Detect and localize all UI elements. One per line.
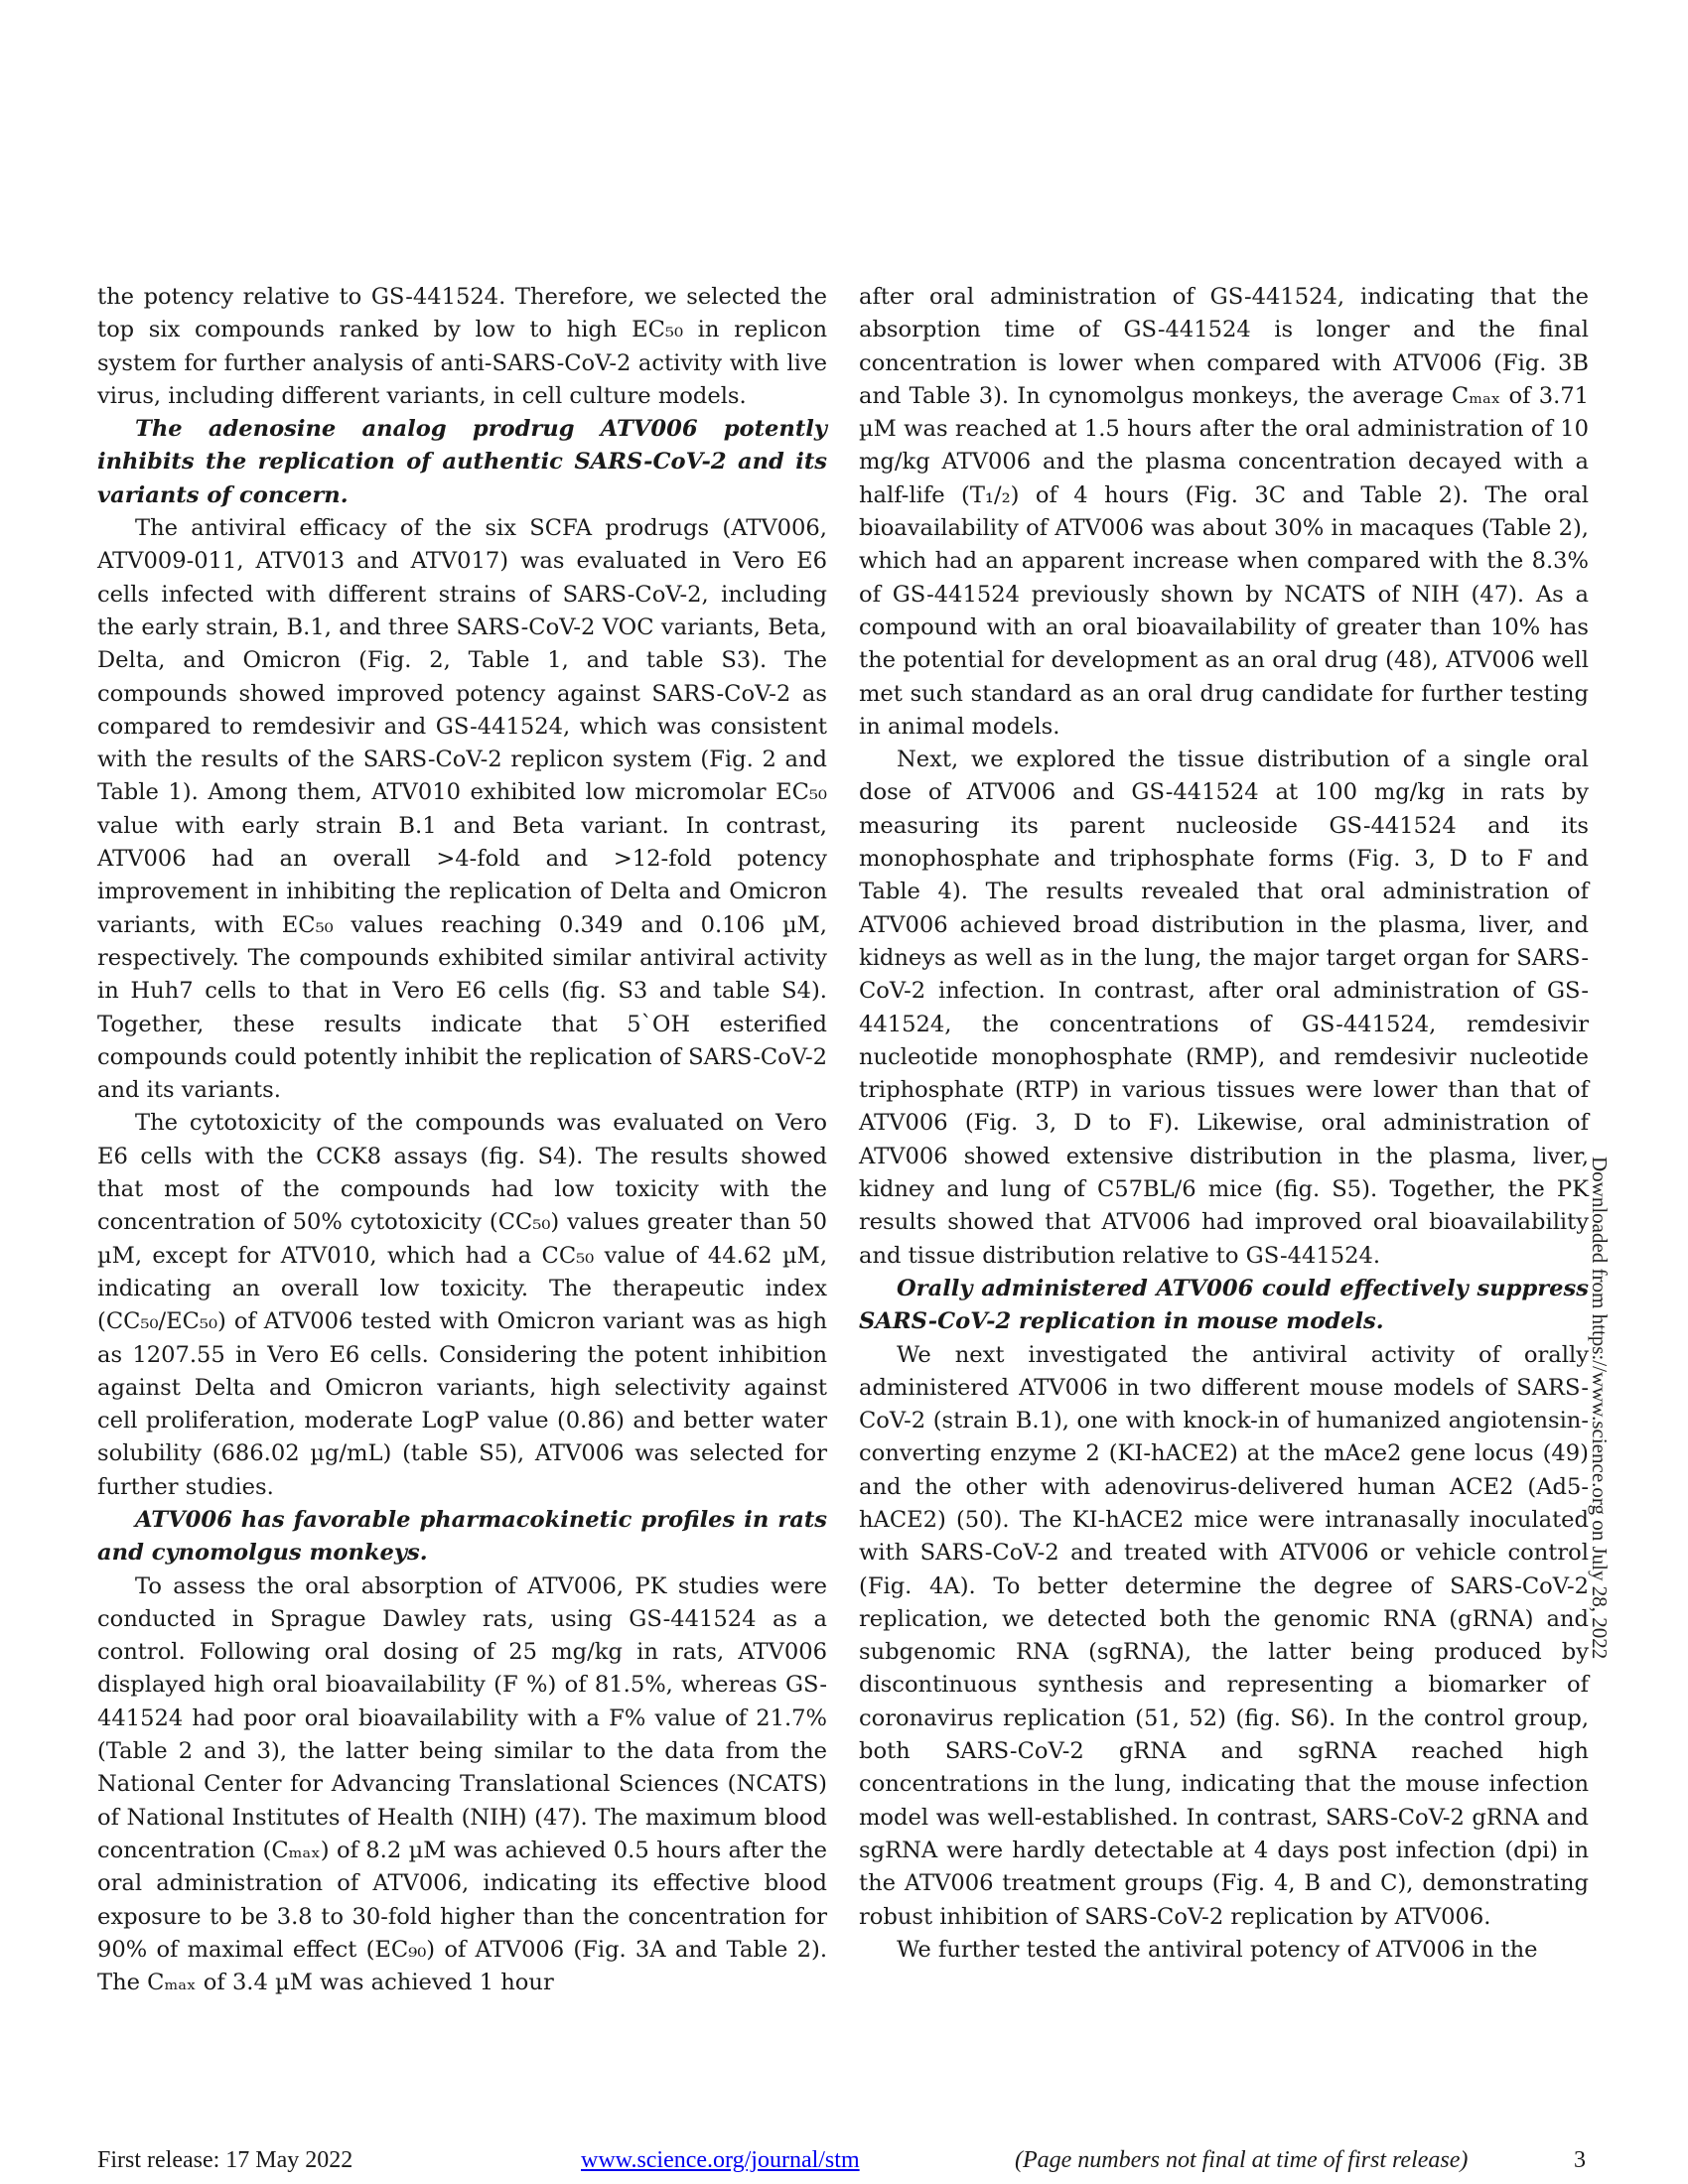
right-column: [859, 281, 1589, 1967]
paragraph: after oral administration of GS-441524, indicating that the absorption time of GS-441524 is longer and the final concentration is lower when compared with ATV006 (Fig. 3B and Table 3). In cynomolgus monkeys, the average Cₘₐₓ of 3.71 µM was reached at 1.5 hours after the oral administration of 10 mg/kg ATV006 and the plasma concentration decayed with a half-life (T₁/₂) of 4 hours (Fig. 3C and Table 2). The oral bioavailability of ATV006 was about 30% in macaques (Table 2), which had an apparent increase when compared with the 8.3% of GS-441524 previously shown by NCATS of NIH (47). As a compound with an oral bioavailability of greater than 10% has the potential for development as an oral drug (48), ATV006 well met such standard as an oral drug candidate for further testing in animal models.: [859, 284, 1589, 740]
paragraph: The cytotoxicity of the compounds was evaluated on Vero E6 cells with the CCK8 assays (fig. S4). The results showed that most of the compounds had low toxicity with the concentration of 50% cytotoxicity (CC₅₀) values greater than 50 µM, except for ATV010, which had a CC₅₀ value of 44.62 µM, indicating an overall low toxicity. The therapeutic index (CC₅₀/EC₅₀) of ATV006 tested with Omicron variant was as high as 1207.55 in Vero E6 cells. Considering the potent inhibition against Delta and Omicron variants, high selectivity against cell proliferation, moderate LogP value (0.86) and better water solubility (686.02 µg/mL) (table S5), ATV006 was selected for further studies.: [97, 1110, 827, 1500]
paragraph: the potency relative to GS-441524. Therefore, we selected the top six compounds ranked by low to high EC₅₀ in replicon system for further analysis of anti-SARS-CoV-2 activity with live virus, including different variants, in cell culture models.: [97, 284, 827, 409]
section-heading: The adenosine analog prodrug ATV006 potently inhibits the replication of authentic SARS-CoV-2 and its variants of concern.: [97, 416, 827, 508]
paragraph: We next investigated the antiviral activity of orally administered ATV006 in two different mouse models of SARS-CoV-2 (strain B.1), one with knock-in of humanized angiotensin-converting enzyme 2 (KI-hACE2) at the mAce2 gene locus (49) and the other with adenovirus-delivered human ACE2 (Ad5-hACE2) (50). The KI-hACE2 mice were intranasally inoculated with SARS-CoV-2 and treated with ATV006 or vehicle control (Fig. 4A). To better determine the degree of SARS-CoV-2 replication, we detected both the genomic RNA (gRNA) and subgenomic RNA (sgRNA), the latter being produced by discontinuous synthesis and representing a biomarker of coronavirus replication (51, 52) (fig. S6). In the control group, both SARS-CoV-2 gRNA and sgRNA reached high concentrations in the lung, indicating that the mouse infection model was well-established. In contrast, SARS-CoV-2 gRNA and sgRNA were hardly detectable at 4 days post infection (dpi) in the ATV006 treatment groups (Fig. 4, B and C), demonstrating robust inhibition of SARS-CoV-2 replication by ATV006.: [859, 1341, 1589, 1930]
left-column: [97, 281, 827, 1999]
section-heading: Orally administered ATV006 could effectively suppress SARS-CoV-2 replication in mouse models.: [859, 1275, 1589, 1335]
paragraph: We further tested the antiviral potency of ATV006 in the: [897, 1936, 1538, 1963]
release-date: First release: 17 May 2022: [97, 2147, 353, 2173]
page-number: 3: [1574, 2147, 1586, 2173]
journal-link[interactable]: www.science.org/journal/stm: [581, 2147, 860, 2173]
section-heading: ATV006 has favorable pharmacokinetic profiles in rats and cynomolgus monkeys.: [97, 1506, 827, 1567]
paragraph: Next, we explored the tissue distribution of a single oral dose of ATV006 and GS-441524 at 100 mg/kg in rats by measuring its parent nucleoside GS-441524 and its monophosphate and triphosphate forms (Fig. 3, D to F and Table 4). The results revealed that oral administration of ATV006 achieved broad distribution in the plasma, liver, and kidneys as well as in the lung, the major target organ for SARS-CoV-2 infection. In contrast, after oral administration of GS-441524, the concentrations of GS-441524, remdesivir nucleotide monophosphate (RMP), and remdesivir nucleotide triphosphate (RTP) in various tissues were lower than that of ATV006 (Fig. 3, D to F). Likewise, oral administration of ATV006 showed extensive distribution in the plasma, liver, kidney and lung of C57BL/6 mice (fig. S5). Together, the PK results showed that ATV006 had improved oral bioavailability and tissue distribution relative to GS-441524.: [859, 747, 1589, 1269]
page-number-note: (Page numbers not final at time of first release): [1015, 2147, 1469, 2173]
paragraph: The antiviral efficacy of the six SCFA prodrugs (ATV006, ATV009-011, ATV013 and ATV017) was evaluated in Vero E6 cells infected with different strains of SARS-CoV-2, including the early strain, B.1, and three SARS-CoV-2 VOC variants, Beta, Delta, and Omicron (Fig. 2, Table 1, and table S3). The compounds showed improved potency against SARS-CoV-2 as compared to remdesivir and GS-441524, which was consistent with the results of the SARS-CoV-2 replicon system (Fig. 2 and Table 1). Among them, ATV010 exhibited low micromolar EC₅₀ value with early strain B.1 and Beta variant. In contrast, ATV006 had an overall >4-fold and >12-fold potency improvement in inhibiting the replication of Delta and Omicron variants, with EC₅₀ values reaching 0.349 and 0.106 µM, respectively. The compounds exhibited similar antiviral activity in Huh7 cells to that in Vero E6 cells (fig. S3 and table S4). Together, these results indicate that 5`OH esterified compounds could potently inhibit the replication of SARS-CoV-2 and its variants.: [97, 515, 827, 1104]
download-notice: Downloaded from https://www.science.org on July 28, 2022: [1588, 1157, 1612, 1660]
paragraph: To assess the oral absorption of ATV006, PK studies were conducted in Sprague Dawley rats, using GS-441524 as a control. Following oral dosing of 25 mg/kg in rats, ATV006 displayed high oral bioavailability (F %) of 81.5%, whereas GS-441524 had poor oral bioavailability with a F% value of 21.7% (Table 2 and 3), the latter being similar to the data from the National Center for Advancing Translational Sciences (NCATS) of National Institutes of Health (NIH) (47). The maximum blood concentration (Cₘₐₓ) of 8.2 µM was achieved 0.5 hours after the oral administration of ATV006, indicating its effective blood exposure to be 3.8 to 30-fold higher than the concentration for 90% of maximal effect (EC₉₀) of ATV006 (Fig. 3A and Table 2). The Cₘₐₓ of 3.4 µM was achieved 1 hour: [97, 1572, 827, 1996]
